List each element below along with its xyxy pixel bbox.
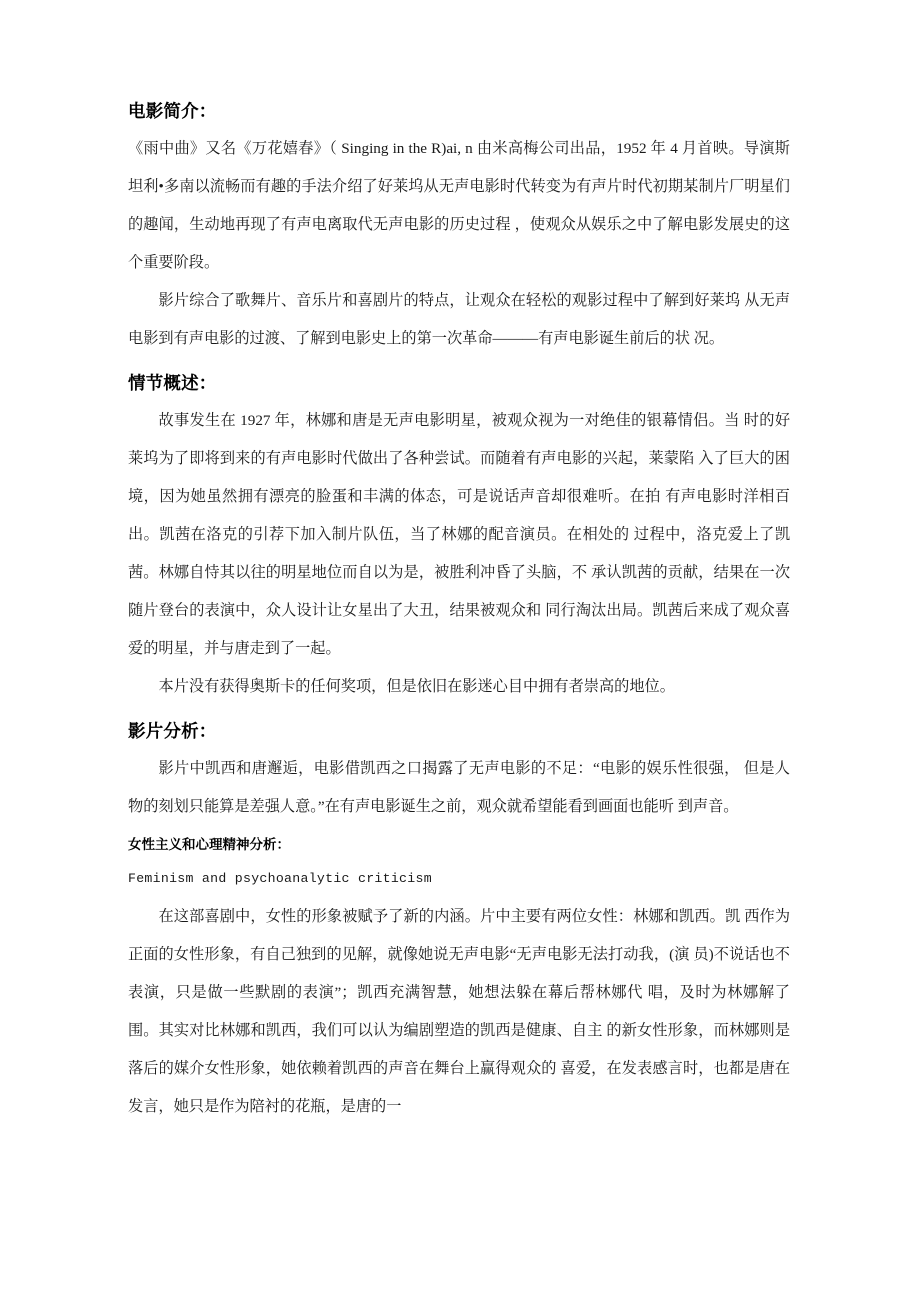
spacer-before-analysis-heading	[128, 706, 790, 716]
section-heading-film-analysis: 影片分析：	[128, 721, 217, 741]
paragraph-feminism-1: 在这部喜剧中，女性的形象被赋予了新的内涵。片中主要有两位女性：林娜和凯西。凯 西作为正面的女性形象，有自己独到的见解，就像她说无声电影“无声电影无法打动我，(演 员)不说话也不表演，只是做一些默剧的表演”；凯西充满智慧，她想法躲在幕后帮林娜代 唱，及时为林娜解了围。其实对比林娜和凯西，我们可以认为编剧塑造的凯西是健康、自主 的新女性形象，而林娜则是落后的媒介女性形象，她依赖着凯西的声音在舞台上赢得观众的 喜爱，在发表感言时，也都是唐在发言，她只是作为陪衬的花瓶，是唐的一	[128, 908, 790, 1115]
spacer-before-plot-heading	[128, 358, 790, 368]
section-heading-movie-intro: 电影简介：	[128, 101, 217, 121]
sub-heading-feminism: 女性主义和心理精神分析：	[128, 837, 290, 852]
paragraph-movie-intro-1: 《雨中曲》又名《万花嬉春》（ Singing in the R)ai, n 由米高梅公司出品，1952 年 4 月首映。导演斯坦利•多南以流畅而有趣的手法介绍了好莱坞从无声电影时代转变为有声片时代初期某制片厂明星们的趣闻，生动地再现了有声电离取代无声电影的历史过程 ，使观众从娱乐之中了解电影发展史的这个重要阶段。	[128, 140, 790, 271]
paragraph-plot-2: 本片没有获得奥斯卡的任何奖项，但是依旧在影迷心目中拥有者崇高的地位。	[158, 678, 675, 695]
paragraph-plot-1: 故事发生在 1927 年，林娜和唐是无声电影明星，被观众视为一对绝佳的银幕情侣。当 时的好莱坞为了即将到来的有声电影时代做出了各种尝试。而随着有声电影的兴起，莱蒙陷 入了巨大的困境，因为她虽然拥有漂亮的脸蛋和丰满的体态，可是说话声音却很难听。在拍 有声电影时洋相百出。凯茜在洛克的引荐下加入制片队伍，当了林娜的配音演员。在相处的 过程中，洛克爱上了凯茜。林娜自恃其以往的明星地位而自以为是，被胜利冲昏了头脑，不 承认凯茜的贡献，结果在一次随片登台的表演中，众人设计让女星出了大丑，结果被观众和 同行淘汰出局。凯茜后来成了观众喜爱的明星，并与唐走到了一起。	[128, 412, 791, 657]
english-subtitle-feminism: Feminism and psychoanalytic criticism	[128, 871, 432, 886]
document-body	[128, 96, 790, 1126]
paragraph-movie-intro-2: 影片综合了歌舞片、音乐片和喜剧片的特点，让观众在轻松的观影过程中了解到好莱坞 从无声电影到有声电影的过渡、了解到电影史上的第一次革命———有声电影诞生前后的状 况。	[128, 292, 790, 347]
section-heading-plot-summary: 情节概述：	[128, 373, 217, 393]
paragraph-analysis-1: 影片中凯西和唐邂逅，电影借凯西之口揭露了无声电影的不足：“电影的娱乐性很强， 但是人物的刻划只能算是差强人意。”在有声电影诞生之前，观众就希望能看到画面也能听 到声音。	[128, 760, 790, 815]
